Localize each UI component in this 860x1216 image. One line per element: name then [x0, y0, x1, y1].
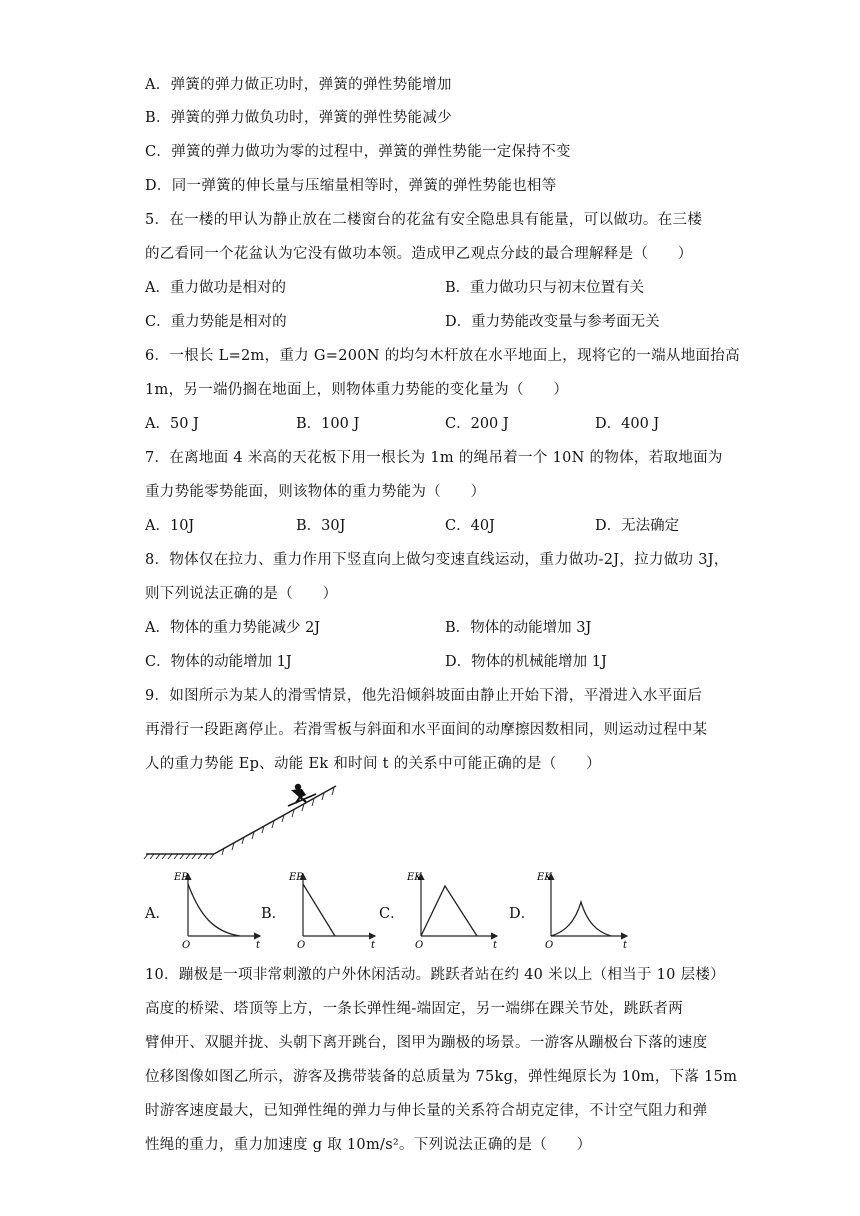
q9-graph-c-xlabel: t — [493, 940, 498, 951]
q4-option-c: C．弹簧的弹力做功为零的过程中，弹簧的弹性势能一定保持不变 — [145, 144, 571, 160]
ski-slope-figure — [140, 780, 340, 862]
q5-option-d: D．重力势能改变量与参考面无关 — [445, 314, 660, 330]
q8-option-c: C．物体的动能增加 1J — [145, 654, 292, 670]
q9-graph-d — [533, 866, 633, 952]
q5-option-b: B．重力做功只与初末位置有关 — [445, 280, 645, 296]
q9-graph-label-a: A． — [145, 906, 170, 922]
q5-stem-line-1: 5．在一楼的甲认为静止放在二楼窗台的花盆有安全隐患具有能量，可以做功。在三楼 — [145, 212, 703, 228]
q5-option-c: C．重力势能是相对的 — [145, 314, 287, 330]
q7-stem-line-2: 重力势能零势能面，则该物体的重力势能为（ ） — [145, 484, 486, 500]
q6-option-d: D．400 J — [595, 416, 660, 432]
q9-graph-c-ylabel: EK — [407, 872, 422, 883]
q9-graph-label-d: D． — [509, 906, 536, 922]
q7-option-a: A．10J — [145, 518, 195, 534]
q9-graph-b-origin: O — [297, 940, 306, 951]
skier-icon — [288, 784, 316, 806]
q9-stem-line-2: 再滑行一段距离停止。若滑雪板与斜面和水平面间的动摩擦因数相同，则运动过程中某 — [145, 722, 708, 738]
q6-stem-line-2: 1m，另一端仍搁在地面上，则物体重力势能的变化量为（ ） — [145, 382, 569, 398]
q9-graph-c — [403, 866, 503, 952]
q7-stem-line-1: 7．在离地面 4 米高的天花板下用一根长为 1m 的绳吊着一个 10N 的物体，若取地面为 — [145, 450, 723, 466]
q10-stem-line-4: 位移图像如图乙所示，游客及携带装备的总质量为 75kg，弹性绳原长为 10m，下落 15m — [145, 1069, 738, 1085]
q7-option-d: D．无法确定 — [595, 518, 680, 534]
q7-option-c: C．40J — [445, 518, 495, 534]
q9-graph-a-origin: O — [182, 940, 191, 951]
q9-graph-label-b: B． — [261, 906, 287, 922]
q9-graph-label-c: C． — [379, 906, 405, 922]
q5-stem-line-2: 的乙看同一个花盆认为它没有做功本领。造成甲乙观点分歧的最合理解释是（ ） — [145, 246, 693, 262]
q9-graph-d-xlabel: t — [623, 940, 628, 951]
q6-option-a: A．50 J — [145, 416, 199, 432]
q9-graph-b-xlabel: t — [371, 940, 376, 951]
q6-option-c: C．200 J — [445, 416, 509, 432]
q8-stem-line-2: 则下列说法正确的是（ ） — [145, 586, 338, 602]
q9-graph-a-xlabel: t — [256, 940, 261, 951]
q9-graph-d-origin: O — [545, 940, 554, 951]
q9-stem-line-3: 人的重力势能 Ep、动能 Ek 和时间 t 的关系中可能正确的是（ ） — [145, 756, 601, 772]
q6-option-b: B．100 J — [296, 416, 360, 432]
q9-graph-b-ylabel: EP — [289, 872, 304, 883]
q9-graph-b — [285, 866, 381, 952]
q4-option-d: D．同一弹簧的伸长量与压缩量相等时，弹簧的弹性势能也相等 — [145, 178, 557, 194]
q6-stem-line-1: 6．一根长 L=2m，重力 G=200N 的均匀木杆放在水平地面上，现将它的一端从地面抬高 — [145, 348, 740, 364]
q10-stem-line-3: 臂伸开、双腿并拢、头朝下离开跳台，图甲为蹦极的场景。一游客从蹦极台下落的速度 — [145, 1035, 708, 1051]
q10-stem-line-1: 10．蹦极是一项非常刺激的户外休闲活动。跳跃者站在约 40 米以上（相当于 10 层楼） — [145, 967, 725, 983]
q10-stem-line-6: 性绳的重力，重力加速度 g 取 10m/s²。下列说法正确的是（ ） — [145, 1137, 592, 1153]
q8-option-b: B．物体的动能增加 3J — [445, 620, 592, 636]
q4-option-a: A．弹簧的弹力做正功时，弹簧的弹性势能增加 — [145, 77, 452, 93]
q4-option-b: B．弹簧的弹力做负功时，弹簧的弹性势能减少 — [145, 110, 452, 126]
q8-option-d: D．物体的机械能增加 1J — [445, 654, 607, 670]
q9-graph-d-ylabel: EK — [537, 872, 552, 883]
q10-stem-line-2: 高度的桥梁、塔顶等上方，一条长弹性绳-端固定，另一端绑在踝关节处，跳跃者两 — [145, 1001, 683, 1017]
q10-stem-line-5: 时游客速度最大，已知弹性绳的弹力与伸长量的关系符合胡克定律，不计空气阻力和弹 — [145, 1103, 708, 1119]
q8-stem-line-1: 8．物体仅在拉力、重力作用下竖直向上做匀变速直线运动，重力做功-2J，拉力做功 3J， — [145, 552, 729, 568]
q7-option-b: B．30J — [296, 518, 346, 534]
q9-stem-line-1: 9．如图所示为某人的滑雪情景，他先沿倾斜坡面由静止开始下滑，平滑进入水平面后 — [145, 688, 703, 704]
q8-option-a: A．物体的重力势能减少 2J — [145, 620, 321, 636]
q9-graph-a-ylabel: EP — [174, 872, 189, 883]
q9-graph-a — [170, 866, 266, 952]
q5-option-a: A．重力做功是相对的 — [145, 280, 286, 296]
q9-graph-c-origin: O — [415, 940, 424, 951]
